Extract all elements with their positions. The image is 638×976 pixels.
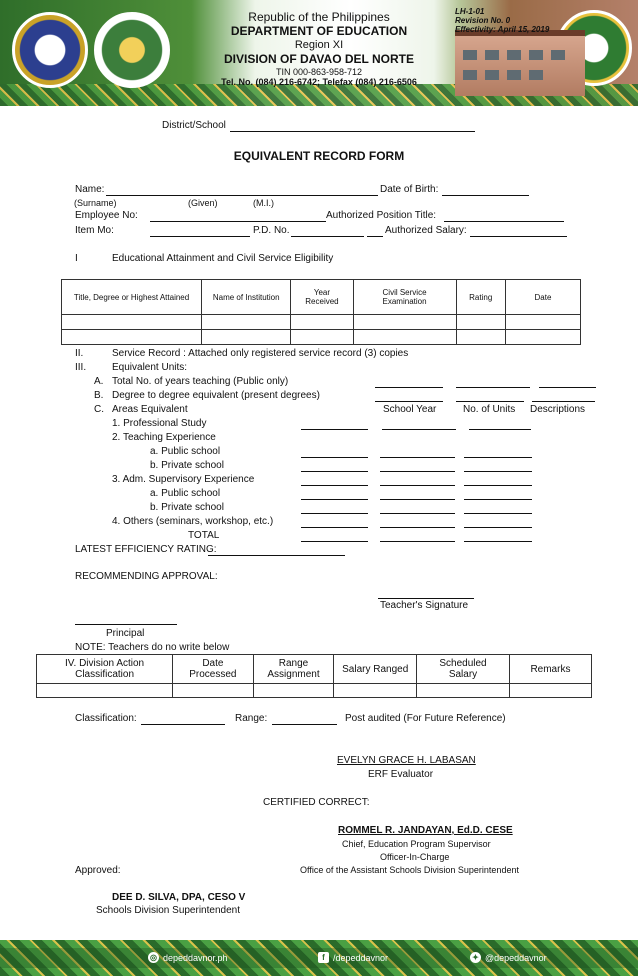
section-3-text: Equivalent Units: <box>112 362 188 373</box>
supervisor-name: ROMMEL R. JANDAYAN, Ed.D. CESE <box>338 825 513 836</box>
area-field[interactable] <box>464 541 532 542</box>
item-c-text: Areas Equivalent <box>112 404 188 415</box>
section-3-number: III. <box>75 362 87 373</box>
item-a-field-3[interactable] <box>539 387 596 388</box>
area-field[interactable] <box>301 471 368 472</box>
twitter-icon: ✦ <box>470 952 481 963</box>
teacher-signature-line[interactable] <box>378 598 474 599</box>
sds-title: Schools Division Superintendent <box>96 905 240 916</box>
globe-icon: ◎ <box>148 952 159 963</box>
col-classification: IV. Division Action Classification <box>37 655 173 684</box>
area-field[interactable] <box>301 485 368 486</box>
col-school-year: School Year <box>383 404 437 415</box>
item-c-label: C. <box>94 404 104 415</box>
twitter-link[interactable] <box>470 952 547 963</box>
table-cell[interactable] <box>62 330 202 345</box>
division-action-table <box>36 654 592 698</box>
table-cell[interactable] <box>291 330 353 345</box>
position-label: Authorized Position Title: <box>326 210 437 221</box>
col-civil-service: Civil Service Examination <box>353 280 456 315</box>
section-2-text: Service Record : Attached only registered service record (3) copies <box>112 348 409 359</box>
area-field[interactable] <box>380 513 455 514</box>
table-cell[interactable] <box>37 684 173 698</box>
employee-no-field[interactable] <box>150 221 326 222</box>
education-table-header <box>62 280 581 315</box>
section-2-number: II. <box>75 348 84 359</box>
facebook-icon: f <box>318 952 329 963</box>
area-field[interactable] <box>301 541 368 542</box>
classification-field[interactable] <box>141 724 225 725</box>
area-field[interactable] <box>464 471 532 472</box>
area-supervisory-private: b. Private school <box>150 502 224 513</box>
area-field[interactable] <box>301 429 368 430</box>
note-text: NOTE: Teachers do no write below <box>75 642 230 653</box>
item-no-field[interactable] <box>150 236 250 237</box>
area-teaching-public: a. Public school <box>150 446 221 457</box>
salary-label: Authorized Salary: <box>385 225 467 236</box>
department-text: DEPARTMENT OF EDUCATION <box>230 24 408 38</box>
position-field[interactable] <box>444 221 564 222</box>
surname-caption: (Surname) <box>74 198 117 208</box>
dob-label: Date of Birth: <box>380 184 439 195</box>
efficiency-label: LATEST EFFICIENCY RATING: <box>75 544 217 555</box>
area-field[interactable] <box>301 513 368 514</box>
table-cell[interactable] <box>202 315 291 330</box>
area-field[interactable] <box>469 429 531 430</box>
col-range-assignment: Range Assignment <box>253 655 334 684</box>
area-teaching-experience: 2. Teaching Experience <box>112 432 216 443</box>
table-cell[interactable] <box>353 330 456 345</box>
col-title-degree: Title, Degree or Highest Attained <box>62 280 202 315</box>
item-a-field-1[interactable] <box>375 387 443 388</box>
tel-text: Tel. No. (084) 216-6742; Telefax (084) 216-6506 <box>221 77 417 87</box>
area-field[interactable] <box>464 457 532 458</box>
sds-name: DEE D. SILVA, DPA, CESO V <box>112 892 246 903</box>
doc-code: LH-1-01 <box>455 7 485 16</box>
item-a-label: A. <box>94 376 104 387</box>
name-field[interactable] <box>106 195 378 196</box>
area-field[interactable] <box>380 541 455 542</box>
pd-no-label: P.D. No. <box>253 225 290 236</box>
area-field[interactable] <box>380 499 455 500</box>
effectivity: Effectivity: April 15, 2019 <box>455 25 550 34</box>
area-field[interactable] <box>301 457 368 458</box>
item-a-field-2[interactable] <box>456 387 530 388</box>
classification-label: Classification: <box>75 713 137 724</box>
supervisor-title-2: Officer-In-Charge <box>380 852 450 862</box>
area-field[interactable] <box>380 485 455 486</box>
education-table <box>61 279 581 345</box>
mi-caption: (M.I.) <box>253 198 274 208</box>
approved-label: Approved: <box>75 865 121 876</box>
col-scheduled-salary: Scheduled Salary <box>417 655 510 684</box>
employee-no-label: Employee No: <box>75 210 138 221</box>
area-teaching-private: b. Private school <box>150 460 224 471</box>
principal-signature-line[interactable] <box>75 624 177 625</box>
table-cell[interactable] <box>353 315 456 330</box>
col-remarks: Remarks <box>509 655 591 684</box>
dob-field[interactable] <box>442 195 529 196</box>
post-audited-text: Post audited (For Future Reference) <box>345 713 506 724</box>
range-field[interactable] <box>272 724 337 725</box>
table-cell[interactable] <box>505 330 580 345</box>
recommending-label: RECOMMENDING APPROVAL: <box>75 571 218 582</box>
supervisor-title-1: Chief, Education Program Supervisor <box>342 839 491 849</box>
twitter-text: @depeddavnor <box>485 952 547 963</box>
footer-band <box>0 940 638 976</box>
area-field[interactable] <box>464 527 532 528</box>
item-a-text: Total No. of years teaching (Public only) <box>112 376 289 387</box>
evaluator-title: ERF Evaluator <box>368 769 434 780</box>
certified-label: CERTIFIED CORRECT: <box>263 797 370 808</box>
area-field[interactable] <box>301 499 368 500</box>
revision-no: Revision No. 0 <box>455 16 511 25</box>
pd-no-field[interactable] <box>291 236 364 237</box>
item-b-field-3[interactable] <box>532 401 595 402</box>
area-field[interactable] <box>464 499 532 500</box>
table-cell[interactable] <box>62 315 202 330</box>
area-field[interactable] <box>464 485 532 486</box>
salary-field[interactable] <box>470 236 567 237</box>
area-field[interactable] <box>301 527 368 528</box>
facebook-link[interactable] <box>318 952 388 963</box>
item-b-field-1[interactable] <box>375 401 443 402</box>
table-cell[interactable] <box>253 684 334 698</box>
col-date-processed: Date Processed <box>173 655 253 684</box>
col-year-received: Year Received <box>291 280 353 315</box>
table-cell[interactable] <box>173 684 253 698</box>
table-row[interactable] <box>37 684 592 698</box>
district-label: District/School <box>162 120 226 131</box>
website-text: depeddavnor.ph <box>163 952 228 963</box>
table-cell[interactable] <box>509 684 591 698</box>
area-supervisory-public: a. Public school <box>150 488 221 499</box>
form-title: EQUIVALENT RECORD FORM <box>233 149 405 163</box>
table-cell[interactable] <box>505 315 580 330</box>
col-salary-ranged: Salary Ranged <box>334 655 417 684</box>
col-rating: Rating <box>456 280 505 315</box>
supervisor-title-3: Office of the Assistant Schools Division Superintendent <box>300 865 519 875</box>
area-professional-study: 1. Professional Study <box>112 418 207 429</box>
area-supervisory: 3. Adm. Supervisory Experience <box>112 474 255 485</box>
evaluator-name: EVELYN GRACE H. LABASAN <box>337 755 476 766</box>
section-1-number: I <box>75 253 78 264</box>
name-label: Name: <box>75 184 105 195</box>
area-field[interactable] <box>464 513 532 514</box>
col-date: Date <box>505 280 580 315</box>
item-b-text: Degree to degree equivalent (present degrees) <box>112 390 320 401</box>
teacher-signature-label: Teacher's Signature <box>380 600 469 611</box>
division-text: DIVISION OF DAVAO DEL NORTE <box>223 52 414 66</box>
table-row[interactable] <box>62 330 581 345</box>
pd-no-field-2[interactable] <box>367 236 383 237</box>
range-label: Range: <box>235 713 268 724</box>
table-cell[interactable] <box>291 315 353 330</box>
republic-text: Republic of the Philippines <box>248 10 390 24</box>
division-action-header <box>37 655 592 684</box>
efficiency-field[interactable] <box>208 555 345 556</box>
table-row[interactable] <box>62 315 581 330</box>
district-field[interactable] <box>230 131 475 132</box>
given-caption: (Given) <box>188 198 218 208</box>
item-no-label: Item Mo: <box>75 225 114 236</box>
item-b-label: B. <box>94 390 104 401</box>
area-others: 4. Others (seminars, workshop, etc.) <box>112 516 274 527</box>
area-total: TOTAL <box>188 530 220 541</box>
item-b-field-2[interactable] <box>456 401 524 402</box>
table-cell[interactable] <box>417 684 510 698</box>
table-cell[interactable] <box>334 684 417 698</box>
table-cell[interactable] <box>456 315 505 330</box>
area-field[interactable] <box>380 471 455 472</box>
principal-label: Principal <box>106 628 145 639</box>
table-cell[interactable] <box>202 330 291 345</box>
area-field[interactable] <box>380 527 455 528</box>
section-1-title: Educational Attainment and Civil Service Eligibility <box>112 253 334 264</box>
col-institution: Name of Institution <box>202 280 291 315</box>
col-descriptions: Descriptions <box>530 404 586 415</box>
col-units: No. of Units <box>463 404 516 415</box>
table-cell[interactable] <box>456 330 505 345</box>
tin-text: TIN 000-863-958-712 <box>275 67 363 77</box>
area-field[interactable] <box>382 429 456 430</box>
facebook-text: /depeddavnor <box>333 952 389 963</box>
region-text: Region XI <box>294 39 344 51</box>
website-link[interactable] <box>148 952 228 963</box>
area-field[interactable] <box>380 457 455 458</box>
letterhead <box>0 0 638 106</box>
